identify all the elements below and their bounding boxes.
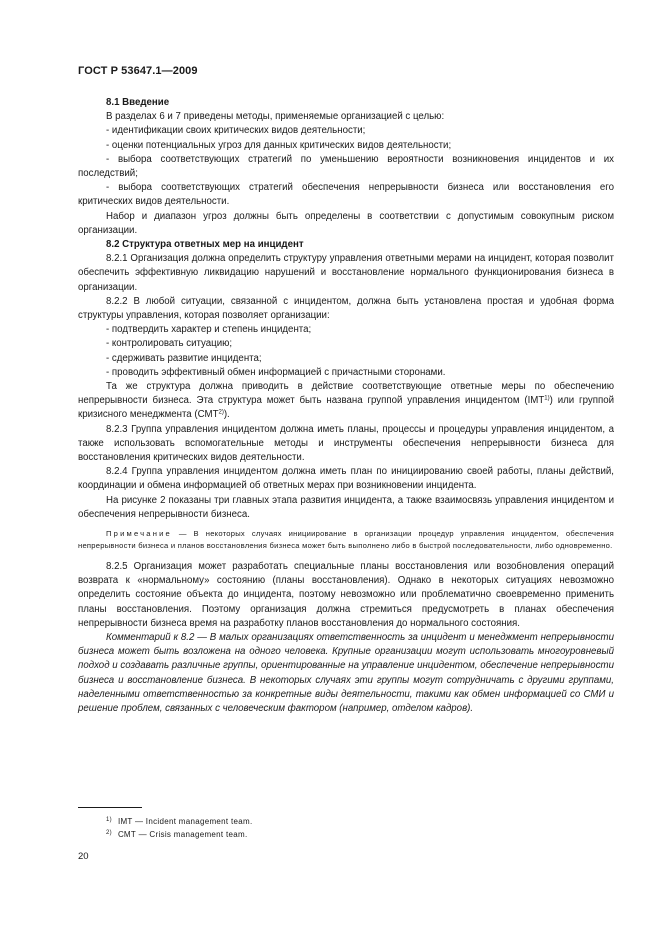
footnotes [106,815,252,841]
footnote-separator [78,807,142,808]
paragraph-8-2-4: 8.2.4 Группа управления инцидентом должна иметь план по инициированию своей работы, планы действий, координации и обмена информацией об ответных мерах при возникновении инцидента. [78,466,614,492]
note-text: — В некоторых случаях инициирование в организации процедур управления инцидентом, обеспечения непрерывности бизнеса и планов восстановления бизнеса может быть выполнено либо в быстрой последовательности, либо одновременно. [78,529,614,550]
footnote-1: $^{1)}$ IMT — Incident management team. [106,817,253,826]
list-item: - сдерживать развитие инцидента; [106,352,262,364]
paragraph: В разделах 6 и 7 приведены методы, применяемые организацией с целью: [106,111,445,123]
paragraph: Набор и диапазон угроз должны быть определены в соответствии с допустимым совокупным риском организации. [78,210,614,236]
paragraph-8-2-5: 8.2.5 Организация может разработать специальные планы восстановления или возобновления операций возврата к «нормальному» состоянию (планы восстановления). Однако в некоторых ситуациях невозможно определить состояние объекта до инцидента, поэтому невозможно или проблематично своевременно применить планы восстановления. Поэтому организация должна стремиться предусмотреть в планах обеспечения непрерывности бизнеса время на разработку планов восстановления до нормального состояния. [78,560,614,629]
section-8-1-heading: 8.1 Введение [106,97,170,108]
paragraph-8-2-2: 8.2.2 В любой ситуации, связанной с инцидентом, должна быть установлена простая и удобная форма структуры управления, которая позволяет организации: [78,295,614,322]
paragraph-8-2-1: 8.2.1 Организация должна определить структуру управления ответными мерами на инцидент, которая позволит обеспечить эффективную ликвидацию нарушений и восстановление нормального функционирования бизнеса в организации. [78,253,614,293]
list-item: - оценки потенциальных угроз для данных критических видов деятельности; [106,139,452,151]
note [78,528,614,551]
paragraph-structure: Та же структура должна приводить в действие соответствующие ответные меры по обеспечению непрерывности бизнеса. Эта структура может быть названа группой управления инцидентом (IMT$^{1)}$) или группой кризисного менеджмента (СМТ$^{2)}$). [78,381,614,421]
page-number: 20 [78,851,89,862]
list-item: - выбора соответствующих стратегий обеспечения непрерывности бизнеса или восстановления его критических видов деятельности. [78,182,614,208]
paragraph-8-2-3: 8.2.3 Группа управления инцидентом должна иметь планы, процессы и процедуры управления инцидентом, а также использовать вспомогательные методы и инструменты обеспечения непрерывности бизнеса для восстановления критических видов деятельности. [78,423,614,464]
list-item: - идентификации своих критических видов деятельности; [106,125,366,137]
section-8-2-heading: 8.2 Структура ответных мер на инцидент [106,239,304,251]
document-header: ГОСТ Р 53647.1—2009 [78,65,198,77]
list-item: - контролировать ситуацию; [106,338,233,350]
comment-8-2: Комментарий к 8.2 — В малых организациях ответственность за инцидент и менеджмент непрерывности бизнеса может быть возложена на одного человека. Крупные организации могут использовать многоуровневый подход и создавать различные группы, ориентированные на управление инцидентом, обеспечение непрерывности бизнеса и восстановление бизнеса. В некоторых случаях эти группы могут сотрудничать с другими группами, наделенными ответственностью за конкретные виды деятельности, такими как обмен информацией со СМИ и решение проблем, связанных с человеческим фактором (например, отделом кадров). [78,631,614,714]
document-body [78,96,614,716]
footnote-ref-1[interactable]: 1) [544,395,550,402]
paragraph: На рисунке 2 показаны три главных этапа развития инцидента, а также взаимосвязь управления инцидентом и обеспечения непрерывности бизнеса. [78,494,614,520]
note-label: Примечание [106,529,172,539]
list-item: - подтвердить характер и степень инцидента; [106,324,312,336]
list-item: - проводить эффективный обмен информацией с причастными сторонами. [106,366,446,378]
footnote-2: $^{2)}$ СМТ — Crisis management team. [106,830,248,839]
list-item: - выбора соответствующих стратегий по уменьшению вероятности возникновения инцидентов и их последствий; [78,153,614,180]
footnote-ref-2[interactable]: 2) [218,409,224,416]
